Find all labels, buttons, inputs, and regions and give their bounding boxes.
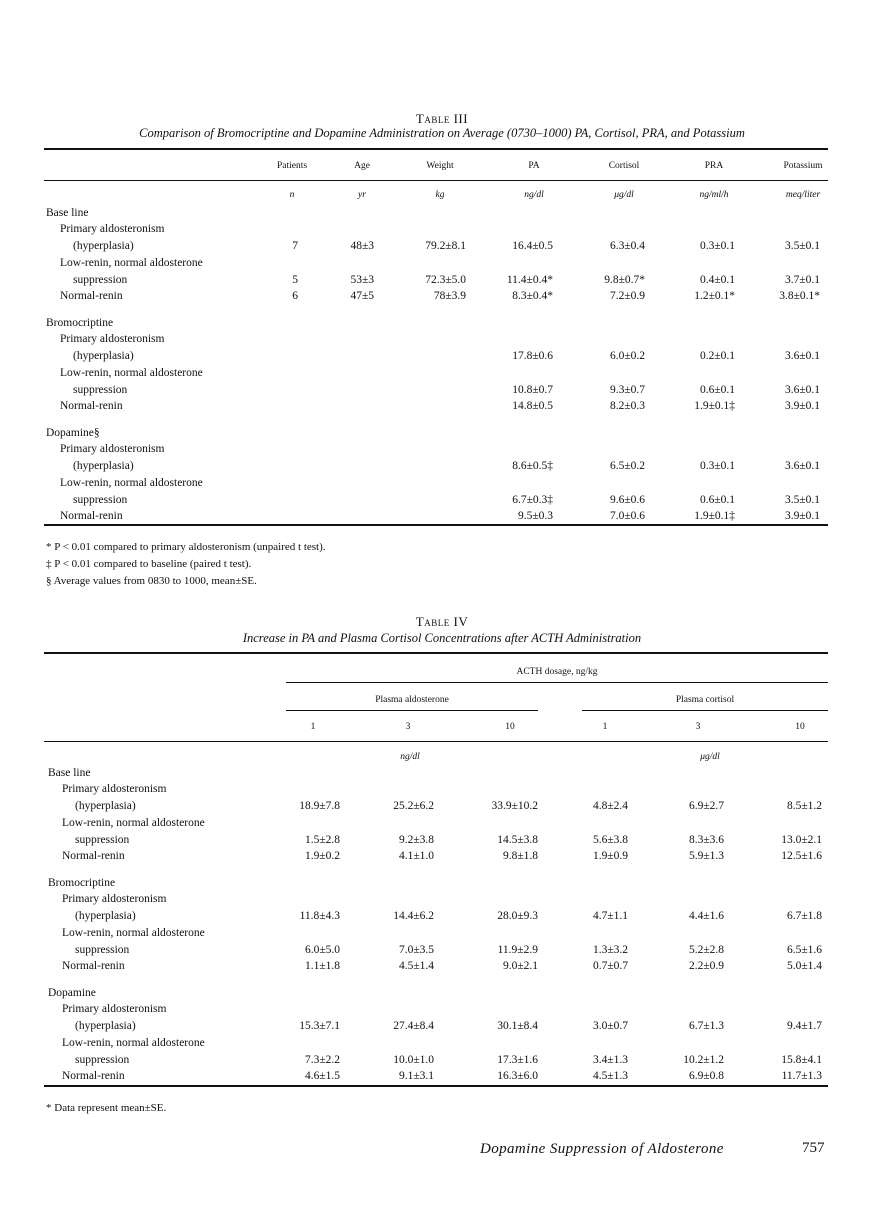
table4-row-label-cont: suppression	[75, 834, 130, 846]
table3-cell: 6.5±0.2	[609, 460, 645, 472]
acth-dosage-header: ACTH dosage, ng/kg	[516, 667, 598, 677]
table3-cell: 1.9±0.1‡	[694, 510, 735, 522]
table3-cell: 53±3	[350, 274, 374, 286]
table4-row-label: Normal-renin	[62, 1070, 125, 1082]
table4-cell: 1.1±1.8	[304, 960, 340, 972]
table4-row-label-cont: suppression	[75, 944, 130, 956]
table4-cell: 4.4±1.6	[688, 910, 724, 922]
table3-cell: 48±3	[350, 240, 374, 252]
table4-cell: 8.5±1.2	[786, 800, 822, 812]
table3-col-unit: ng/dl	[524, 190, 544, 200]
table4-cell: 12.5±1.6	[781, 850, 822, 862]
table3-col-unit: μg/dl	[614, 190, 634, 200]
table4-header-rule	[44, 741, 828, 742]
table4-row-label: Primary aldosteronism	[62, 783, 167, 795]
table3-header-rule	[44, 180, 828, 181]
table3-cell: 7	[292, 240, 298, 252]
table3-row-label: Normal-renin	[60, 400, 123, 412]
table4-cell: 11.9±2.9	[497, 944, 538, 956]
table4-dose-header: 10	[795, 722, 805, 732]
table3-col-unit: yr	[358, 190, 366, 200]
table4-cell: 7.3±2.2	[304, 1054, 340, 1066]
table3-cell: 7.0±0.6	[609, 510, 645, 522]
table4-cell: 30.1±8.4	[497, 1020, 538, 1032]
table3-cell: 0.6±0.1	[699, 384, 735, 396]
page-number: 757	[802, 1140, 825, 1156]
table3-row-label: Low-renin, normal aldosterone	[60, 367, 203, 379]
table3-cell: 3.6±0.1	[784, 384, 820, 396]
table4-cell: 7.0±3.5	[398, 944, 434, 956]
table3-cell: 5	[292, 274, 298, 286]
table4-cell: 3.0±0.7	[592, 1020, 628, 1032]
table4-row-label: Low-renin, normal aldosterone	[62, 1037, 205, 1049]
table4-cell: 2.2±0.9	[688, 960, 724, 972]
table4-cell: 6.7±1.3	[688, 1020, 724, 1032]
table3-cell: 6.0±0.2	[609, 350, 645, 362]
table4-cell: 6.9±2.7	[688, 800, 724, 812]
table4-top-rule	[44, 652, 828, 654]
table3-cell: 10.8±0.7	[512, 384, 553, 396]
table4-section-label: Base line	[48, 767, 91, 779]
table4-cell: 27.4±8.4	[393, 1020, 434, 1032]
table3-cell: 0.3±0.1	[699, 240, 735, 252]
table3-section-label: Base line	[46, 207, 89, 219]
table4-cell: 13.0±2.1	[781, 834, 822, 846]
table3-caption: Comparison of Bromocriptine and Dopamine Administration on Average (0730–1000) PA, Cortisol, PRA, and Potassium	[139, 126, 745, 140]
table3-cell: 78±3.9	[433, 290, 466, 302]
table3-row-label: Low-renin, normal aldosterone	[60, 477, 203, 489]
table4-row-label-cont: suppression	[75, 1054, 130, 1066]
table3-cell: 3.5±0.1	[784, 240, 820, 252]
table4-cell: 6.5±1.6	[786, 944, 822, 956]
table4-cell: 14.4±6.2	[393, 910, 434, 922]
table3-title: Table III	[415, 111, 469, 126]
table3-row-label: Low-renin, normal aldosterone	[60, 257, 203, 269]
table3-cell: 6	[292, 290, 298, 302]
table3-footnote-1: * P < 0.01 compared to primary aldosteronism (unpaired t test).	[46, 541, 326, 553]
table4-cell: 11.7±1.3	[781, 1070, 822, 1082]
table3-cell: 6.3±0.4	[609, 240, 645, 252]
aldosterone-group-rule	[286, 710, 538, 711]
table3-row-label: Primary aldosteronism	[60, 443, 165, 455]
table3-footnote-3: § Average values from 0830 to 1000, mean±SE.	[46, 575, 257, 587]
table3-cell: 3.8±0.1*	[779, 290, 820, 302]
plasma-aldosterone-header: Plasma aldosterone	[375, 695, 449, 705]
table3-cell: 9.5±0.3	[517, 510, 553, 522]
table4-cell: 4.7±1.1	[592, 910, 628, 922]
table4-row-label: Primary aldosteronism	[62, 893, 167, 905]
table4-cell: 4.5±1.4	[398, 960, 434, 972]
table3-cell: 17.8±0.6	[512, 350, 553, 362]
table4-dose-header: 3	[405, 722, 411, 732]
table3-cell: 1.9±0.1‡	[694, 400, 735, 412]
table4-cell: 25.2±6.2	[393, 800, 434, 812]
table4-bottom-rule	[44, 1085, 828, 1087]
table4-cell: 0.7±0.7	[592, 960, 628, 972]
table4-cell: 4.8±2.4	[592, 800, 628, 812]
table4-row-label: Normal-renin	[62, 960, 125, 972]
table3-cell: 6.7±0.3‡	[512, 494, 553, 506]
table3-cell: 3.6±0.1	[784, 350, 820, 362]
table4-cell: 10.2±1.2	[683, 1054, 724, 1066]
table4-cell: 6.7±1.8	[786, 910, 822, 922]
table4-unit-aldosterone: ng/dl	[400, 752, 420, 762]
table4-cell: 9.4±1.7	[786, 1020, 822, 1032]
table4-row-label: Low-renin, normal aldosterone	[62, 927, 205, 939]
table3-row-label-cont: (hyperplasia)	[73, 350, 134, 362]
table4-row-label: Primary aldosteronism	[62, 1003, 167, 1015]
table4-cell: 5.6±3.8	[592, 834, 628, 846]
table3-cell: 8.2±0.3	[609, 400, 645, 412]
table4-row-label-cont: (hyperplasia)	[75, 910, 136, 922]
table3-cell: 16.4±0.5	[512, 240, 553, 252]
table4-cell: 9.1±3.1	[398, 1070, 434, 1082]
table4-row-label-cont: (hyperplasia)	[75, 800, 136, 812]
acth-header-rule	[286, 682, 828, 683]
table4-cell: 9.0±2.1	[502, 960, 538, 972]
table3-col-header: Cortisol	[608, 161, 640, 171]
table3-row-label-cont: suppression	[73, 384, 128, 396]
table4-section-label: Dopamine	[48, 987, 96, 999]
table4-cell: 4.6±1.5	[304, 1070, 340, 1082]
table3-cell: 14.8±0.5	[512, 400, 553, 412]
table4-cell: 16.3±6.0	[497, 1070, 538, 1082]
table4-dose-header: 10	[505, 722, 515, 732]
table3-col-unit: kg	[435, 190, 445, 200]
table4-cell: 9.2±3.8	[398, 834, 434, 846]
table4-cell: 8.3±3.6	[688, 834, 724, 846]
table4-cell: 4.1±1.0	[398, 850, 434, 862]
table3-cell: 7.2±0.9	[609, 290, 645, 302]
table4-cell: 1.3±3.2	[592, 944, 628, 956]
table4-cell: 33.9±10.2	[491, 800, 538, 812]
running-title: Dopamine Suppression of Aldosterone	[480, 1141, 724, 1157]
plasma-cortisol-header: Plasma cortisol	[675, 695, 735, 705]
table3-cell: 79.2±8.1	[425, 240, 466, 252]
table3-cell: 3.9±0.1	[784, 510, 820, 522]
table4-cell: 17.3±1.6	[497, 1054, 538, 1066]
table3-row-label-cont: suppression	[73, 274, 128, 286]
table3-cell: 9.6±0.6	[609, 494, 645, 506]
table4-cell: 6.9±0.8	[688, 1070, 724, 1082]
table3-col-header: PA	[528, 161, 540, 171]
table3-col-header: Age	[354, 161, 370, 171]
table4-row-label-cont: (hyperplasia)	[75, 1020, 136, 1032]
table4-cell: 14.5±3.8	[497, 834, 538, 846]
table4-cell: 15.8±4.1	[781, 1054, 822, 1066]
table4-cell: 11.8±4.3	[299, 910, 340, 922]
table4-cell: 1.9±0.2	[304, 850, 340, 862]
table4-unit-cortisol: μg/dl	[700, 752, 720, 762]
table3-cell: 47±5	[350, 290, 374, 302]
table3-row-label: Primary aldosteronism	[60, 223, 165, 235]
table3-bottom-rule	[44, 524, 828, 526]
table3-row-label-cont: suppression	[73, 494, 128, 506]
table3-cell: 3.6±0.1	[784, 460, 820, 472]
table3-cell: 8.6±0.5‡	[512, 460, 553, 472]
table4-footnote: * Data represent mean±SE.	[46, 1102, 167, 1114]
table4-row-label: Low-renin, normal aldosterone	[62, 817, 205, 829]
table4-cell: 5.2±2.8	[688, 944, 724, 956]
table4-dose-header: 1	[602, 722, 608, 732]
table3-col-header: Potassium	[783, 161, 823, 171]
table4-cell: 18.9±7.8	[299, 800, 340, 812]
cortisol-group-rule	[582, 710, 828, 711]
table3-cell: 0.3±0.1	[699, 460, 735, 472]
table4-cell: 6.0±5.0	[304, 944, 340, 956]
table3-cell: 3.9±0.1	[784, 400, 820, 412]
table3-cell: 9.3±0.7	[609, 384, 645, 396]
table4-row-label: Normal-renin	[62, 850, 125, 862]
table3-col-header: Weight	[426, 161, 454, 171]
table4-cell: 9.8±1.8	[502, 850, 538, 862]
table4-cell: 15.3±7.1	[299, 1020, 340, 1032]
table4-cell: 4.5±1.3	[592, 1070, 628, 1082]
table4-title: Table IV	[415, 614, 469, 629]
table4-cell: 5.9±1.3	[688, 850, 724, 862]
table3-row-label: Primary aldosteronism	[60, 333, 165, 345]
table3-cell: 8.3±0.4*	[512, 290, 553, 302]
table3-cell: 72.3±5.0	[425, 274, 466, 286]
table3-col-unit: ng/ml/h	[699, 190, 729, 200]
table3-row-label: Normal-renin	[60, 290, 123, 302]
table3-cell: 11.4±0.4*	[506, 274, 553, 286]
table3-cell: 3.7±0.1	[784, 274, 820, 286]
table3-cell: 1.2±0.1*	[694, 290, 735, 302]
table3-section-label: Dopamine§	[46, 427, 100, 439]
table4-caption: Increase in PA and Plasma Cortisol Concentrations after ACTH Administration	[242, 631, 642, 645]
table3-cell: 9.8±0.7*	[604, 274, 645, 286]
table3-row-label: Normal-renin	[60, 510, 123, 522]
table3-row-label-cont: (hyperplasia)	[73, 460, 134, 472]
table3-col-header: PRA	[704, 161, 724, 171]
table3-row-label-cont: (hyperplasia)	[73, 240, 134, 252]
table4-cell: 10.0±1.0	[393, 1054, 434, 1066]
table4-cell: 1.5±2.8	[304, 834, 340, 846]
table3-footnote-2: ‡ P < 0.01 compared to baseline (paired t test).	[46, 558, 252, 570]
table4-dose-header: 1	[310, 722, 316, 732]
table3-col-unit: n	[289, 190, 295, 200]
table3-cell: 3.5±0.1	[784, 494, 820, 506]
table3-col-unit: meq/liter	[785, 190, 821, 200]
table3-cell: 0.6±0.1	[699, 494, 735, 506]
table3-cell: 0.2±0.1	[699, 350, 735, 362]
table3-cell: 0.4±0.1	[699, 274, 735, 286]
table3-col-header: Patients	[276, 161, 308, 171]
table3-section-label: Bromocriptine	[46, 317, 114, 329]
table4-dose-header: 3	[695, 722, 701, 732]
table4-cell: 3.4±1.3	[592, 1054, 628, 1066]
table4-cell: 28.0±9.3	[497, 910, 538, 922]
table3-top-rule	[44, 148, 828, 150]
table4-cell: 1.9±0.9	[592, 850, 628, 862]
table4-cell: 5.0±1.4	[786, 960, 822, 972]
table4-section-label: Bromocriptine	[48, 877, 116, 889]
